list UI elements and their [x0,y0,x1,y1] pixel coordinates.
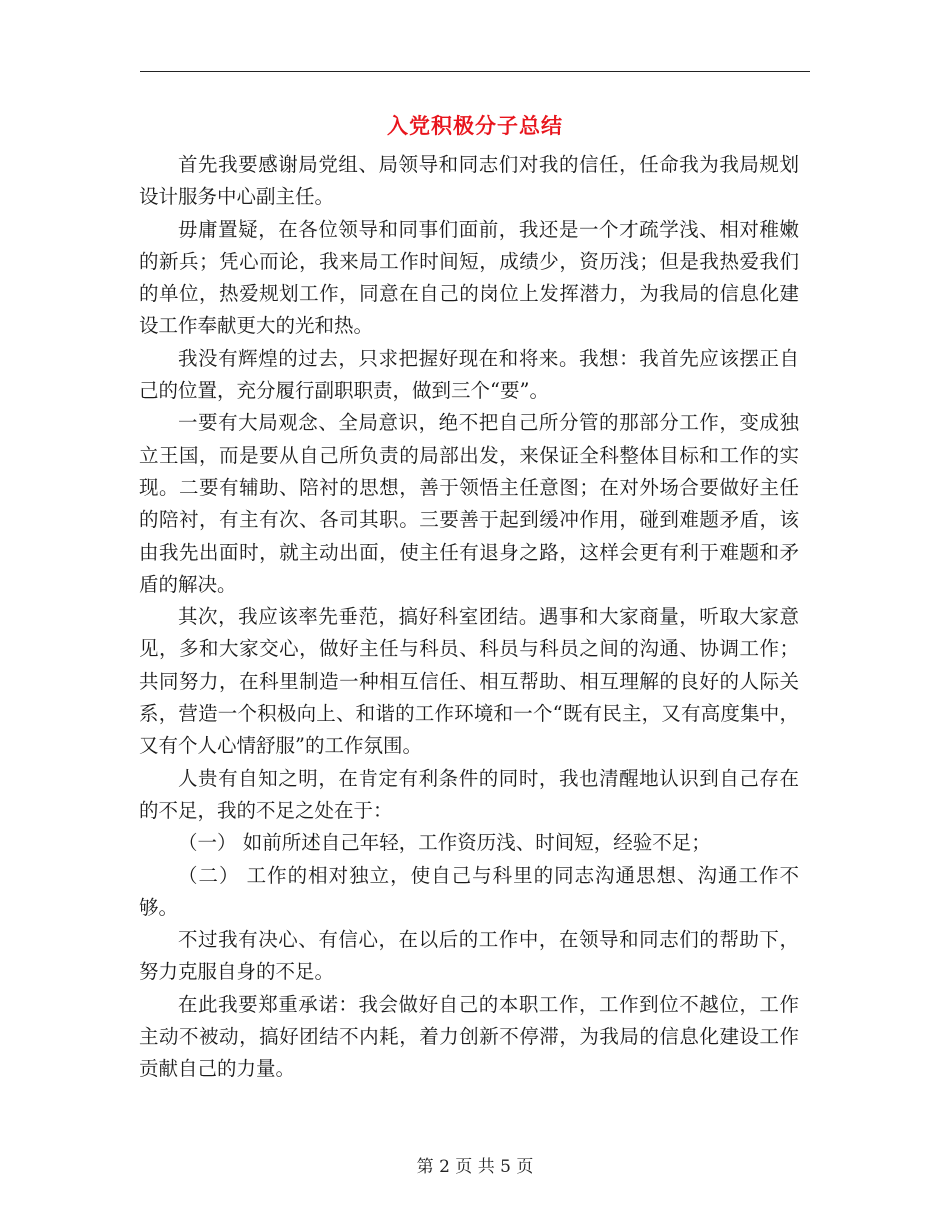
list-item: （二） 工作的相对独立，使自己与科里的同志沟通思想、沟通工作不够。 [139,863,799,919]
paragraph: 首先我要感谢局党组、局领导和同志们对我的信任，任命我为我局规划设计服务中心副主任。 [139,153,799,209]
page-number-footer: 第 2 页 共 5 页 [416,1157,534,1177]
paragraph: 在此我要郑重承诺：我会做好自己的本职工作，工作到位不越位，工作主动不被动，搞好团结不内耗，着力创新不停滞，为我局的信息化建设工作贡献自己的力量。 [139,992,799,1081]
document-body [139,149,799,1086]
list-item: （一） 如前所述自己年轻，工作资历浅、时间短，经验不足； [178,831,711,855]
header-rule [140,71,810,72]
paragraph: 人贵有自知之明，在肯定有利条件的同时，我也清醒地认识到自己存在的不足，我的不足之处在于： [139,766,799,822]
paragraph: 其次，我应该率先垂范，搞好科室团结。遇事和大家商量，听取大家意见，多和大家交心，做好主任与科员、科员与科员之间的沟通、协调工作；共同努力，在科里制造一种相互信任、相互帮助、相互理解的良好的人际关系，营造一个积极向上、和谐的工作环境和一个“既有民主，又有高度集中，又有个人心情舒服”的工作氛围。 [139,605,799,758]
paragraph: 一要有大局观念、全局意识，绝不把自己所分管的那部分工作，变成独立王国，而是要从自己所负责的局部出发，来保证全科整体目标和工作的实现。二要有辅助、陪衬的思想，善于领悟主任意图；在对外场合要做好主任的陪衬，有主有次、各司其职。三要善于起到缓冲作用，碰到难题矛盾，该由我先出面时，就主动出面，使主任有退身之路，这样会更有利于难题和矛盾的解决。 [139,411,799,596]
paragraph: 毋庸置疑，在各位领导和同事们面前，我还是一个才疏学浅、相对稚嫩的新兵；凭心而论，我来局工作时间短，成绩少，资历浅；但是我热爱我们的单位，热爱规划工作，同意在自己的岗位上发挥潜力，为我局的信息化建设工作奉献更大的光和热。 [139,217,799,338]
paragraph: 不过我有决心、有信心，在以后的工作中，在领导和同志们的帮助下，努力克服自身的不足。 [139,928,799,984]
paragraph: 我没有辉煌的过去，只求把握好现在和将来。我想：我首先应该摆正自己的位置，充分履行副职职责，做到三个“要”。 [139,346,799,403]
document-title: 入党积极分子总结 [387,113,563,138]
